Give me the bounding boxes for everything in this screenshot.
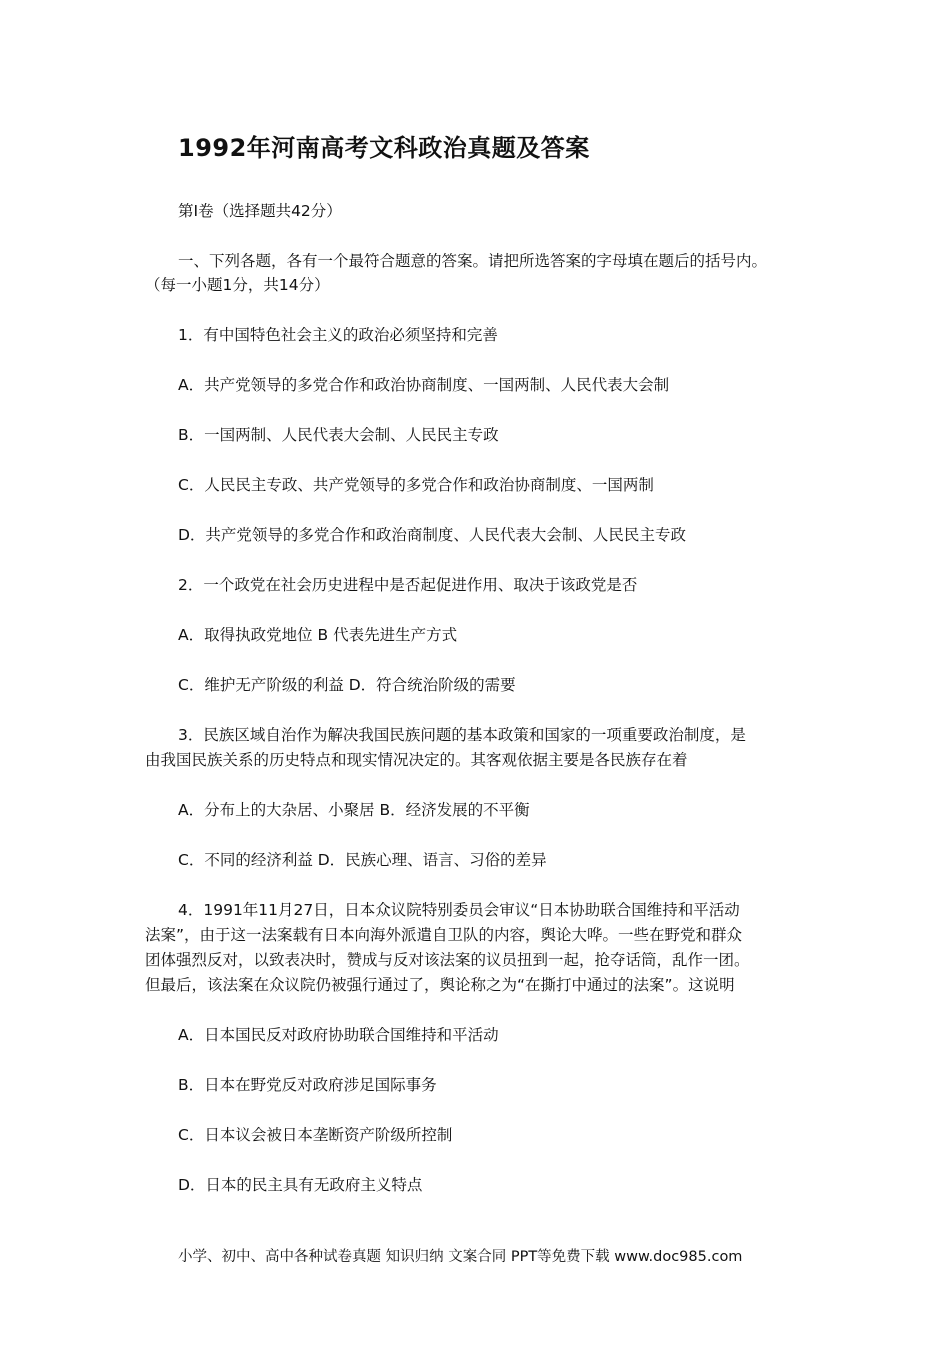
question-2-options-ab: A．取得执政党地位 B 代表先进生产方式 [178, 626, 458, 644]
question-1-option-b: B．一国两制、人民代表大会制、人民民主专政 [178, 426, 499, 444]
question-1-option-a: A．共产党领导的多党合作和政治协商制度、一国两制、人民代表大会制 [178, 376, 670, 394]
question-1-option-c: C．人民民主专政、共产党领导的多党合作和政治协商制度、一国两制 [178, 476, 654, 494]
question-1-stem: 1．有中国特色社会主义的政治必须坚持和完善 [178, 326, 498, 344]
question-4-option-c: C．日本议会被日本垄断资产阶级所控制 [178, 1126, 453, 1144]
section-heading: 第Ⅰ卷（选择题共42分） [178, 202, 342, 220]
question-4-stem-line-4: 但最后，该法案在众议院仍被强行通过了，舆论称之为“在撕打中通过的法案”。这说明 [145, 976, 735, 994]
instructions-line-2: （每一小题1分，共14分） [145, 276, 330, 294]
document-title: 1992年河南高考文科政治真题及答案 [178, 134, 590, 162]
question-3-stem-line-2: 由我国民族关系的历史特点和现实情况决定的。其客观依据主要是各民族存在着 [145, 751, 688, 769]
question-2-options-cd: C．维护无产阶级的利益 D．符合统治阶级的需要 [178, 676, 516, 694]
question-3-stem-line-1: 3．民族区域自治作为解决我国民族问题的基本政策和国家的一项重要政治制度，是 [178, 726, 746, 744]
question-4-option-b: B．日本在野党反对政府涉足国际事务 [178, 1076, 437, 1094]
question-3-options-cd: C．不同的经济利益 D．民族心理、语言、习俗的差异 [178, 851, 547, 869]
question-3-options-ab: A．分布上的大杂居、小聚居 B．经济发展的不平衡 [178, 801, 530, 819]
question-2-stem: 2．一个政党在社会历史进程中是否起促进作用、取决于该政党是否 [178, 576, 638, 594]
instructions-line-1: 一、下列各题，各有一个最符合题意的答案。请把所选答案的字母填在题后的括号内。 [178, 252, 768, 270]
question-4-stem-line-3: 团体强烈反对，以致表决时，赞成与反对该法案的议员扭到一起，抢夺话筒，乱作一团。 [145, 951, 750, 969]
question-4-option-d: D．日本的民主具有无政府主义特点 [178, 1176, 423, 1194]
question-4-option-a: A．日本国民反对政府协助联合国维持和平活动 [178, 1026, 499, 1044]
question-4-stem-line-2: 法案”，由于这一法案载有日本向海外派遣自卫队的内容，舆论大哗。一些在野党和群众 [145, 926, 743, 944]
page-footer: 小学、初中、高中各种试卷真题 知识归纳 文案合同 PPT等免费下载 www.doc985.com [178, 1249, 743, 1265]
question-1-option-d: D．共产党领导的多党合作和政治商制度、人民代表大会制、人民民主专政 [178, 526, 686, 544]
question-4-stem-line-1: 4．1991年11月27日，日本众议院特别委员会审议“日本协助联合国维持和平活动 [178, 901, 740, 919]
